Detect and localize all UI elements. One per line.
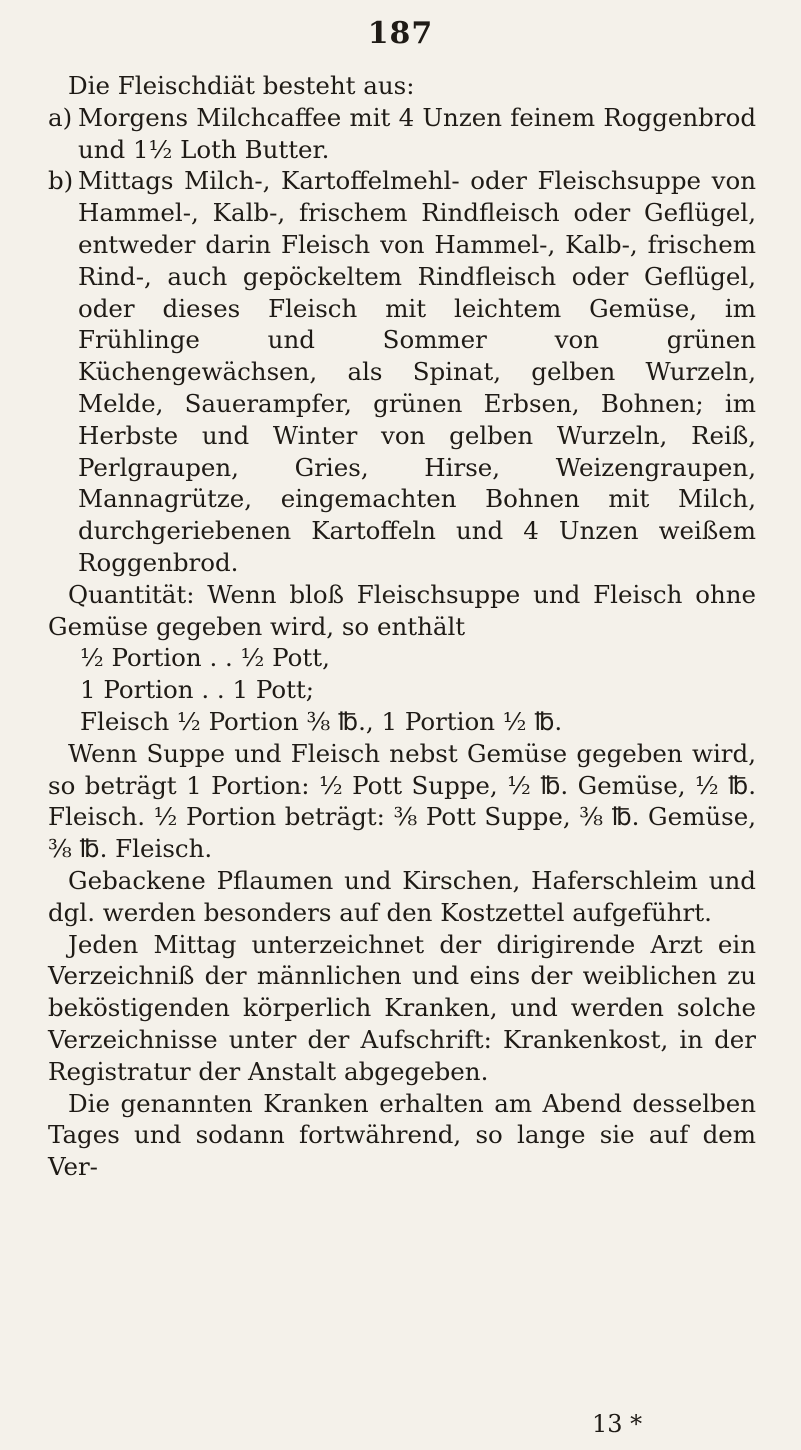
- list-item-marker: b): [48, 166, 74, 196]
- page-body: [48, 70, 756, 1183]
- closing-paragraph: Die genannten Kranken erhalten am Abend desselben Tages und sodann fortwährend, so lange sie auf dem Ver-: [48, 1088, 756, 1182]
- portion-line: 1 Portion . . 1 Pott;: [80, 675, 315, 705]
- soup-meat-paragraph: Wenn Suppe und Fleisch nebst Gemüse gegeben wird, so beträgt 1 Portion: ½ Pott Suppe, ½ ℔. Gemüse, ½ ℔. Fleisch. ½ Portion beträgt: ⅜ Pott Suppe, ⅜ ℔. Gemüse, ⅜ ℔. Fleisch.: [48, 738, 756, 864]
- list-item: [48, 102, 756, 166]
- list-item-text: Mittags Milch-, Kartoffelmehl- oder Fleischsuppe von Hammel-, Kalb-, frischem Rindfleisch oder Geflügel, entweder darin Fleisch von Hammel-, Kalb-, frischem Rind-, auch gepöckeltem Rindfleisch oder Geflügel, oder dieses Fleisch mit leichtem Gemüse, im Frühlinge und Sommer von grünen Küchengewächsen, als Spinat, gelben Wurzeln, Melde, Sauerampfer, grünen Erbsen, Bohnen; im Herbste und Winter von gelben Wurzeln, Reiß, Perlgraupen, Gries, Hirse, Weizengraupen, Mannagrütze, eingemachten Bohnen mit Milch, durchgeriebenen Kartoffeln und 4 Unzen weißem Roggenbrod.: [78, 166, 756, 577]
- quantity-intro: Quantität: Wenn bloß Fleischsuppe und Fleisch ohne Gemüse gegeben wird, so enthält: [48, 579, 756, 641]
- portion-line: Fleisch ½ Portion ⅜ ℔., 1 Portion ½ ℔.: [80, 706, 563, 736]
- baked-goods-paragraph: Gebackene Pflaumen und Kirschen, Haferschleim und dgl. werden besonders auf den Kostzettel aufgeführt.: [48, 865, 756, 927]
- portion-line: ½ Portion . . ½ Pott,: [80, 643, 330, 673]
- page-number: 187: [367, 16, 434, 51]
- daily-list-paragraph: Jeden Mittag unterzeichnet der dirigirende Arzt ein Verzeichniß der männlichen und eins der weiblichen zu beköstigenden körperlich Kranken, und werden solche Verzeichnisse unter der Aufschrift: Krankenkost, in der Registratur der Anstalt abgegeben.: [48, 929, 756, 1086]
- diet-intro: Die Fleischdiät besteht aus:: [68, 71, 415, 100]
- portion-list: [48, 642, 756, 737]
- list-item: [48, 165, 756, 578]
- signature-mark: 13 *: [592, 1410, 643, 1438]
- list-item-marker: a): [48, 102, 73, 132]
- list-item-text: Morgens Milchcaffee mit 4 Unzen feinem Roggenbrod und 1½ Loth Butter.: [78, 102, 756, 164]
